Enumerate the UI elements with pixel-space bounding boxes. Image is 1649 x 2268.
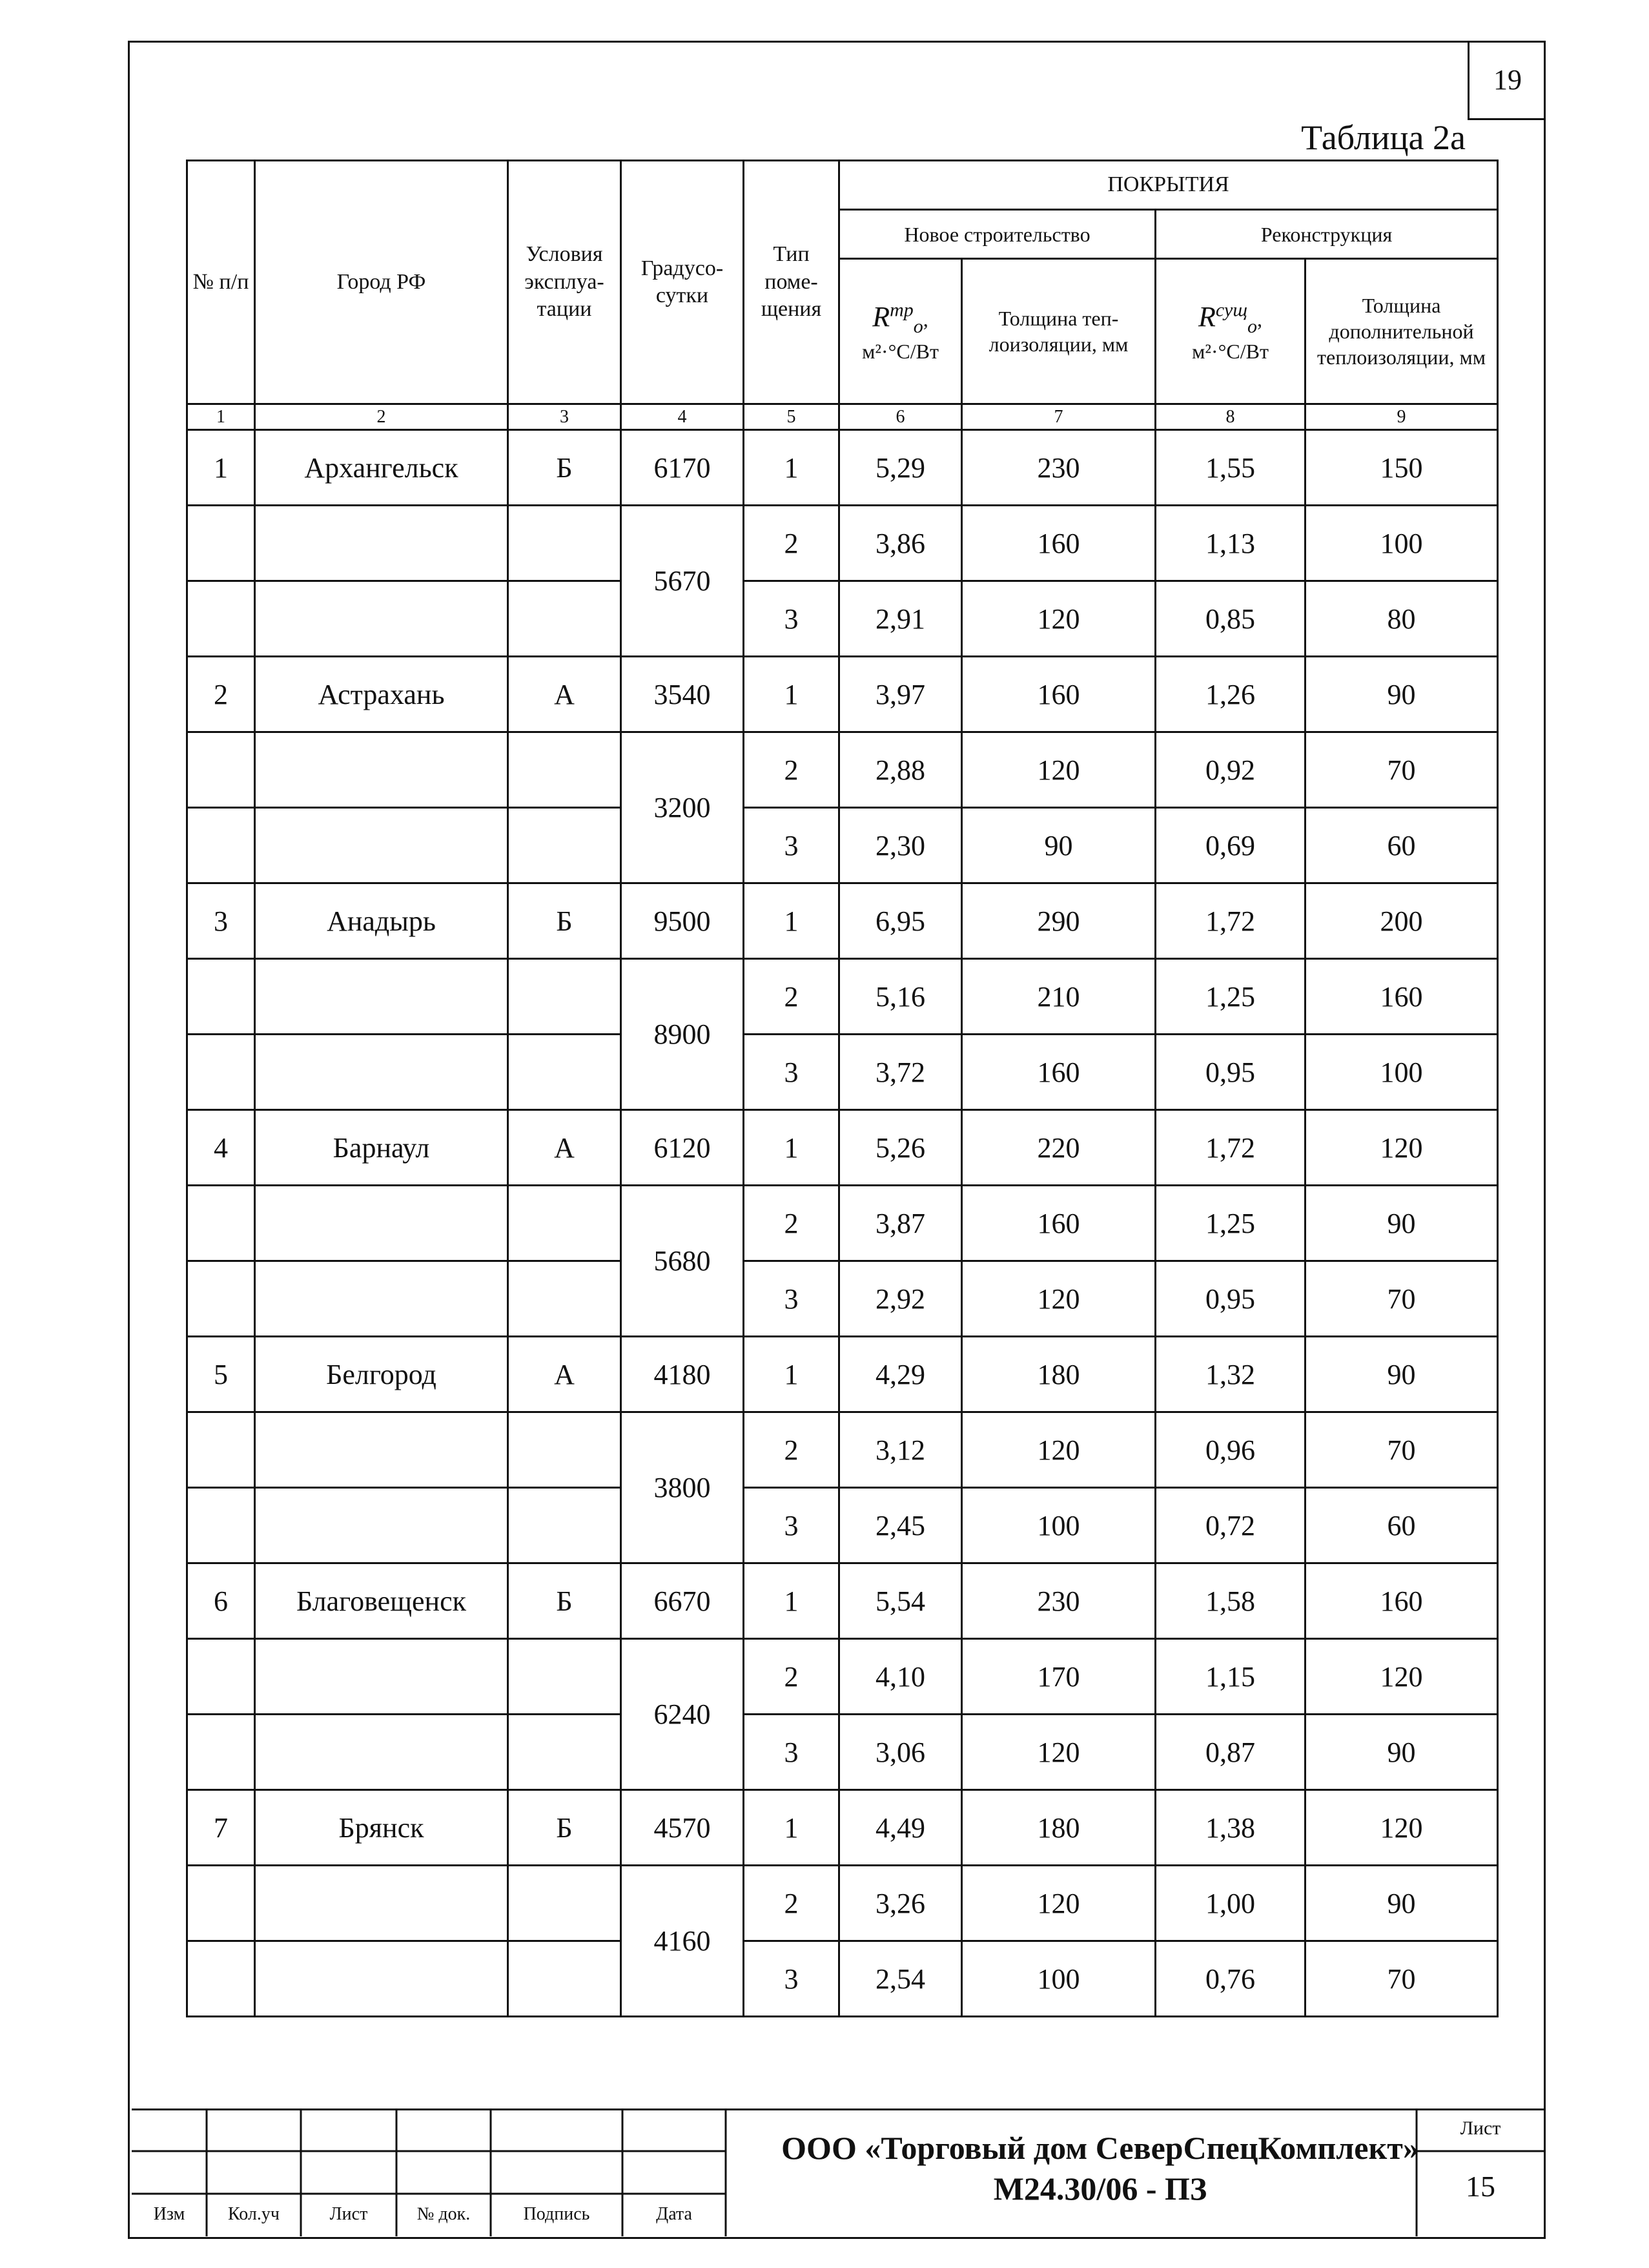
table-row [187,959,1498,1035]
r-existing: 0,72 [1156,1488,1306,1563]
column-number: 6 [839,404,962,430]
city-name [255,808,508,883]
table-row [187,506,1498,581]
city-number: 7 [187,1790,255,1866]
insulation-thickness: 230 [962,430,1156,506]
degree-days: 3200 [621,732,744,883]
operating-conditions [508,1941,621,2017]
column-number: 8 [1156,404,1306,430]
room-type: 3 [744,581,839,657]
r-required: 3,86 [839,506,962,581]
additional-insulation-thickness: 120 [1306,1790,1498,1866]
insulation-thickness: 160 [962,1186,1156,1261]
city-number [187,808,255,883]
additional-insulation-thickness: 60 [1306,1488,1498,1563]
operating-conditions [508,1035,621,1110]
table-row [187,657,1498,732]
city-name [255,506,508,581]
table-row [187,1563,1498,1639]
city-name: Астрахань [255,657,508,732]
room-type: 3 [744,1488,839,1563]
r-required: 3,26 [839,1866,962,1941]
header-degree-days: Градусо-сутки [621,161,744,404]
city-name [255,581,508,657]
table-row [187,883,1498,959]
additional-insulation-thickness: 120 [1306,1110,1498,1186]
city-name [255,959,508,1035]
r-existing: 1,26 [1156,657,1306,732]
r-existing: 1,25 [1156,959,1306,1035]
r-existing: 1,25 [1156,1186,1306,1261]
table-row [187,1790,1498,1866]
city-number [187,1035,255,1110]
column-number-row [187,404,1498,430]
header-thickness-new: Толщина теп-лоизоляции, мм [962,259,1156,404]
table-row [187,1337,1498,1412]
room-type: 3 [744,1715,839,1790]
r-required: 2,88 [839,732,962,808]
city-number [187,1186,255,1261]
room-type: 2 [744,1412,839,1488]
title-block [132,2108,1544,2236]
city-number [187,1261,255,1337]
additional-insulation-thickness: 160 [1306,959,1498,1035]
r-required: 2,30 [839,808,962,883]
additional-insulation-thickness: 60 [1306,808,1498,883]
r-existing: 0,76 [1156,1941,1306,2017]
city-name [255,1412,508,1488]
room-type: 2 [744,1186,839,1261]
table-caption: Таблица 2а [1301,118,1466,157]
r-existing: 1,32 [1156,1337,1306,1412]
degree-days: 3800 [621,1412,744,1563]
r-required: 5,16 [839,959,962,1035]
r-required: 2,92 [839,1261,962,1337]
insulation-thickness: 180 [962,1337,1156,1412]
column-number: 5 [744,404,839,430]
operating-conditions: А [508,657,621,732]
insulation-thickness: 160 [962,506,1156,581]
room-type: 2 [744,959,839,1035]
insulation-thickness: 100 [962,1488,1156,1563]
r-existing: 1,72 [1156,1110,1306,1186]
room-type: 1 [744,1790,839,1866]
table-row [187,808,1498,883]
degree-days: 4160 [621,1866,744,2017]
operating-conditions [508,1412,621,1488]
operating-conditions [508,1639,621,1715]
degree-days: 8900 [621,959,744,1110]
insulation-thickness: 100 [962,1941,1156,2017]
degree-days: 6170 [621,430,744,506]
city-number [187,1412,255,1488]
room-type: 3 [744,1035,839,1110]
r-existing: 1,55 [1156,430,1306,506]
additional-insulation-thickness: 90 [1306,657,1498,732]
table-row [187,1110,1498,1186]
sheet-label: Лист [1460,2118,1501,2139]
table-row [187,1261,1498,1337]
r-required: 4,10 [839,1639,962,1715]
room-type: 3 [744,808,839,883]
operating-conditions: Б [508,430,621,506]
additional-insulation-thickness: 150 [1306,430,1498,506]
column-number: 4 [621,404,744,430]
operating-conditions [508,732,621,808]
insulation-thickness: 120 [962,1866,1156,1941]
r-existing: 0,85 [1156,581,1306,657]
insulation-thickness: 160 [962,657,1156,732]
header-conditions: Условия эксплуа-тации [508,161,621,404]
city-name: Анадырь [255,883,508,959]
label-izm: Изм [153,2204,185,2224]
city-number [187,581,255,657]
r-existing: 1,13 [1156,506,1306,581]
label-signature: Подпись [523,2204,590,2224]
table-row [187,1488,1498,1563]
operating-conditions [508,808,621,883]
degree-days: 6120 [621,1110,744,1186]
operating-conditions: А [508,1337,621,1412]
r-existing: 0,95 [1156,1035,1306,1110]
r-required: 3,97 [839,657,962,732]
additional-insulation-thickness: 120 [1306,1639,1498,1715]
r-required: 2,45 [839,1488,962,1563]
table-row [187,1639,1498,1715]
table-row [187,1941,1498,2017]
city-number: 2 [187,657,255,732]
table-row [187,732,1498,808]
column-number: 9 [1306,404,1498,430]
city-number: 5 [187,1337,255,1412]
room-type: 1 [744,883,839,959]
operating-conditions: Б [508,1563,621,1639]
header-number: № п/п [187,161,255,404]
city-name [255,732,508,808]
room-type: 3 [744,1941,839,2017]
table-row [187,1035,1498,1110]
operating-conditions [508,1866,621,1941]
city-number [187,1488,255,1563]
r-existing: 0,87 [1156,1715,1306,1790]
r-required: 3,12 [839,1412,962,1488]
city-name [255,1639,508,1715]
additional-insulation-thickness: 70 [1306,1261,1498,1337]
insulation-table [186,160,1499,2017]
column-number: 3 [508,404,621,430]
operating-conditions: Б [508,1790,621,1866]
header-r-existing: $R^{сущ}_о$, м²·°С/Вт [1156,259,1306,404]
insulation-thickness: 290 [962,883,1156,959]
page-number: 19 [1493,63,1522,96]
additional-insulation-thickness: 90 [1306,1715,1498,1790]
table-row [187,1715,1498,1790]
degree-days: 3540 [621,657,744,732]
degree-days: 6240 [621,1639,744,1790]
degree-days: 4180 [621,1337,744,1412]
operating-conditions [508,1488,621,1563]
r-existing: 0,92 [1156,732,1306,808]
insulation-thickness: 90 [962,808,1156,883]
insulation-thickness: 210 [962,959,1156,1035]
table-row [187,1866,1498,1941]
insulation-thickness: 120 [962,1261,1156,1337]
city-number: 3 [187,883,255,959]
additional-insulation-thickness: 100 [1306,1035,1498,1110]
city-number [187,1941,255,2017]
operating-conditions [508,506,621,581]
room-type: 1 [744,1110,839,1186]
r-required: 5,29 [839,430,962,506]
additional-insulation-thickness: 200 [1306,883,1498,959]
label-list: Лист [329,2204,368,2224]
operating-conditions [508,1186,621,1261]
city-number [187,1639,255,1715]
r-required: 2,54 [839,1941,962,2017]
r-required: 5,54 [839,1563,962,1639]
header-group-roofs: ПОКРЫТИЯ [839,161,1498,210]
city-name [255,1488,508,1563]
room-type: 2 [744,732,839,808]
city-name [255,1035,508,1110]
degree-days: 6670 [621,1563,744,1639]
document-code: М24.30/06 - ПЗ [993,2170,1207,2207]
room-type: 1 [744,1337,839,1412]
r-required: 6,95 [839,883,962,959]
r-existing: 1,72 [1156,883,1306,959]
insulation-thickness: 120 [962,1412,1156,1488]
table-row [187,1186,1498,1261]
room-type: 1 [744,1563,839,1639]
column-number: 2 [255,404,508,430]
r-existing: 1,00 [1156,1866,1306,1941]
r-required: 3,72 [839,1035,962,1110]
insulation-thickness: 230 [962,1563,1156,1639]
sheet-number: 15 [1466,2170,1495,2203]
r-existing: 1,38 [1156,1790,1306,1866]
operating-conditions: Б [508,883,621,959]
city-name [255,1941,508,2017]
city-name: Белгород [255,1337,508,1412]
room-type: 2 [744,1639,839,1715]
header-city: Город РФ [255,161,508,404]
insulation-thickness: 120 [962,1715,1156,1790]
degree-days: 9500 [621,883,744,959]
table-row [187,1412,1498,1488]
additional-insulation-thickness: 70 [1306,732,1498,808]
additional-insulation-thickness: 70 [1306,1941,1498,2017]
insulation-thickness: 170 [962,1639,1156,1715]
r-existing: 0,95 [1156,1261,1306,1337]
degree-days: 5670 [621,506,744,657]
degree-days: 5680 [621,1186,744,1337]
header-reconstruction: Реконструкция [1156,210,1498,259]
city-number [187,1866,255,1941]
insulation-thickness: 180 [962,1790,1156,1866]
r-required: 2,91 [839,581,962,657]
r-required: 3,06 [839,1715,962,1790]
insulation-thickness: 120 [962,732,1156,808]
insulation-table-wrapper [186,160,1499,2017]
r-existing: 0,96 [1156,1412,1306,1488]
additional-insulation-thickness: 160 [1306,1563,1498,1639]
city-number [187,959,255,1035]
operating-conditions [508,1261,621,1337]
operating-conditions [508,959,621,1035]
insulation-thickness: 120 [962,581,1156,657]
header-new-construction: Новое строительство [839,210,1156,259]
city-name [255,1186,508,1261]
insulation-thickness: 160 [962,1035,1156,1110]
city-number [187,506,255,581]
r-existing: 0,69 [1156,808,1306,883]
city-name: Брянск [255,1790,508,1866]
additional-insulation-thickness: 70 [1306,1412,1498,1488]
additional-insulation-thickness: 100 [1306,506,1498,581]
city-name: Архангельск [255,430,508,506]
r-required: 5,26 [839,1110,962,1186]
insulation-thickness: 220 [962,1110,1156,1186]
organization-title [726,2128,1475,2209]
operating-conditions: А [508,1110,621,1186]
city-name: Барнаул [255,1110,508,1186]
operating-conditions [508,581,621,657]
additional-insulation-thickness: 90 [1306,1337,1498,1412]
column-number: 7 [962,404,1156,430]
city-number: 6 [187,1563,255,1639]
operating-conditions [508,1715,621,1790]
room-type: 1 [744,657,839,732]
page-number-box [1468,41,1546,120]
city-number: 1 [187,430,255,506]
label-doc-no: № док. [416,2204,471,2224]
label-kol-uch: Кол.уч [228,2204,280,2224]
table-row [187,430,1498,506]
r-existing: 1,58 [1156,1563,1306,1639]
r-required: 3,87 [839,1186,962,1261]
column-number: 1 [187,404,255,430]
table-row [187,581,1498,657]
room-type: 3 [744,1261,839,1337]
organization-name: ООО «Торговый дом СеверСпецКомплект» [781,2130,1419,2166]
city-number: 4 [187,1110,255,1186]
city-name: Благовещенск [255,1563,508,1639]
label-date: Дата [656,2204,692,2224]
additional-insulation-thickness: 80 [1306,581,1498,657]
header-thickness-additional: Толщина дополнительной теплоизоляции, мм [1306,259,1498,404]
city-name [255,1715,508,1790]
room-type: 2 [744,1866,839,1941]
r-required: 4,29 [839,1337,962,1412]
r-required: 4,49 [839,1790,962,1866]
city-name [255,1866,508,1941]
additional-insulation-thickness: 90 [1306,1866,1498,1941]
additional-insulation-thickness: 90 [1306,1186,1498,1261]
header-r-required: $R^{тр}_о$, м²·°С/Вт [839,259,962,404]
city-name [255,1261,508,1337]
r-existing: 1,15 [1156,1639,1306,1715]
room-type: 2 [744,506,839,581]
city-number [187,732,255,808]
city-number [187,1715,255,1790]
degree-days: 4570 [621,1790,744,1866]
header-room-type: Тип поме-щения [744,161,839,404]
room-type: 1 [744,430,839,506]
